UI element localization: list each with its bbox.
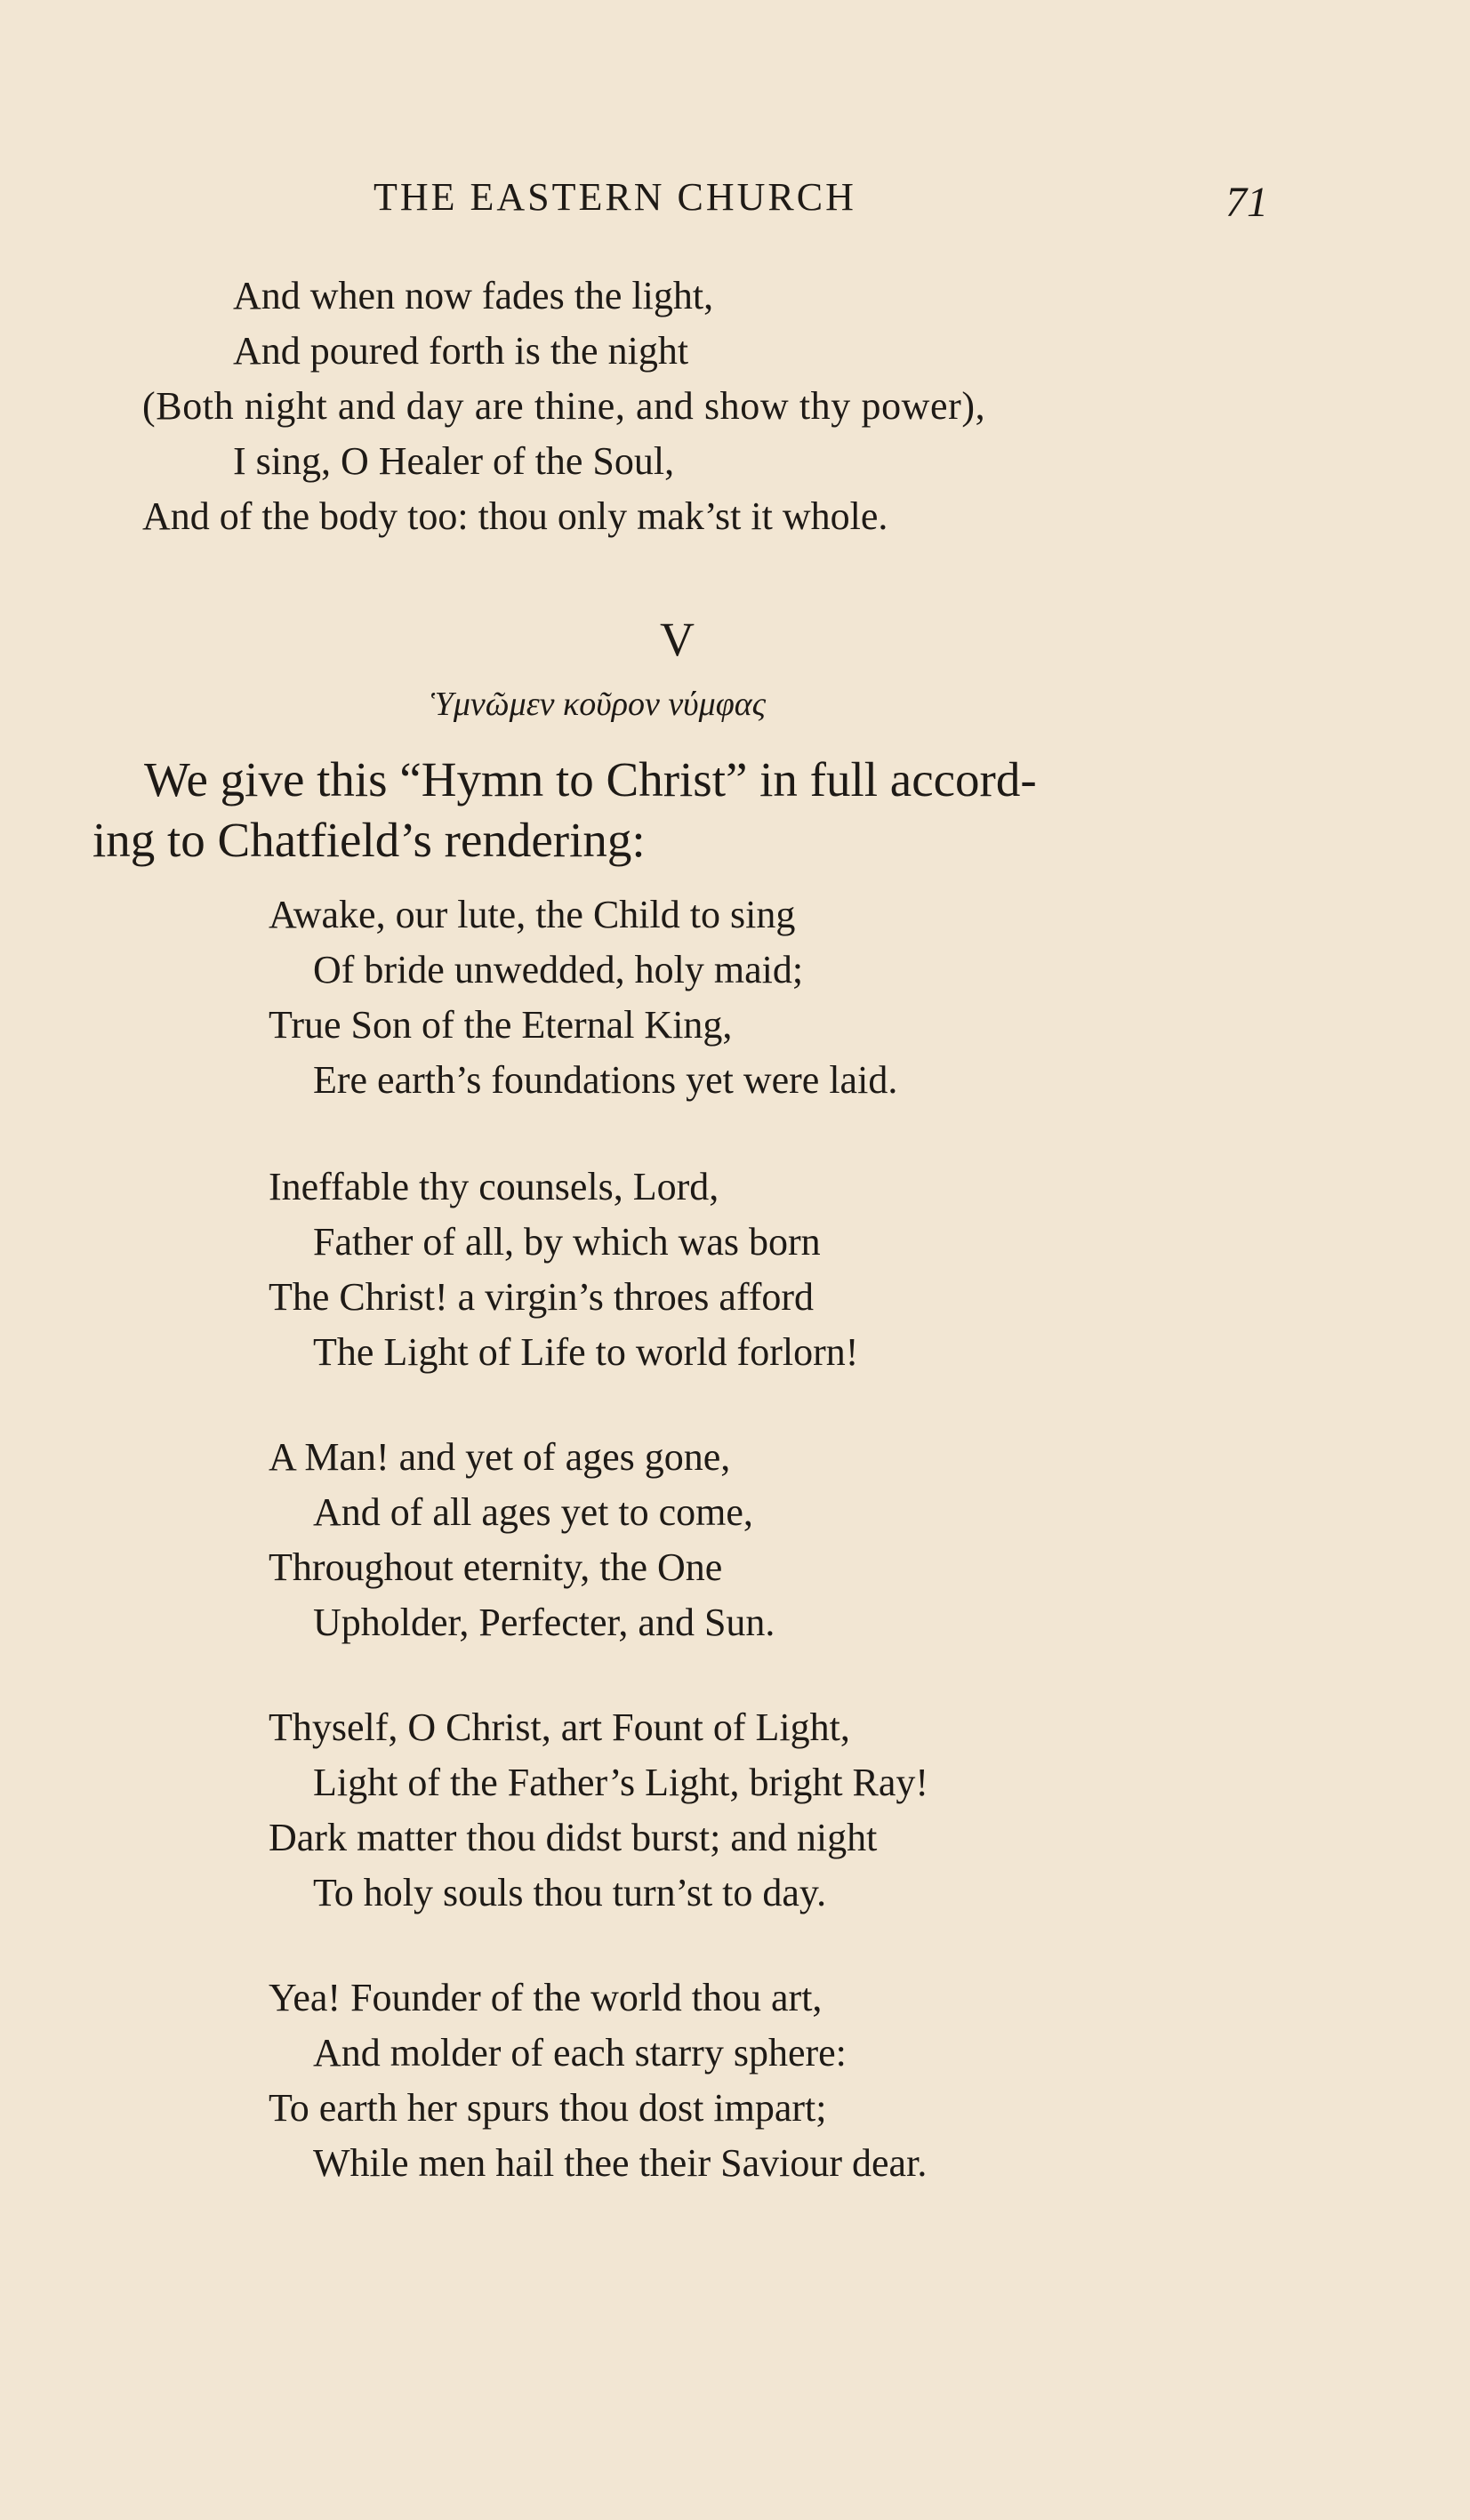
verse-line: While men hail thee their Saviour dear. — [313, 2141, 928, 2185]
prose-line: We give this “Hymn to Christ” in full accord- — [144, 752, 1037, 807]
verse-line: True Son of the Eternal King, — [269, 1003, 733, 1047]
verse-line: To holy souls thou turn’st to day. — [313, 1871, 827, 1914]
verse-line: The Christ! a virgin’s throes afford — [269, 1275, 815, 1319]
verse-line: Light of the Father’s Light, bright Ray! — [313, 1761, 929, 1804]
verse-line: Upholder, Perfecter, and Sun. — [313, 1601, 775, 1644]
section-numeral: V — [660, 613, 695, 666]
verse-line: And of all ages yet to come, — [313, 1490, 753, 1534]
verse-line: Of bride unwedded, holy maid; — [313, 948, 804, 991]
verse-line: Ineffable thy counsels, Lord, — [269, 1165, 719, 1208]
verse-line: To earth her spurs thou dost impart; — [269, 2086, 827, 2130]
verse-line: Throughout eternity, the One — [269, 1545, 723, 1589]
running-title: THE EASTERN CHURCH — [374, 175, 856, 219]
verse-line: Ere earth’s foundations yet were laid. — [313, 1058, 898, 1102]
verse-line: (Both night and day are thine, and show thy power), — [142, 384, 986, 428]
verse-line: Thyself, O Christ, art Fount of Light, — [269, 1705, 850, 1749]
prose-line: ing to Chatfield’s rendering: — [92, 813, 646, 867]
verse-line: A Man! and yet of ages gone, — [269, 1435, 731, 1479]
verse-line: And poured forth is the night — [233, 329, 689, 373]
verse-line: The Light of Life to world forlorn! — [313, 1330, 859, 1374]
verse-line: Yea! Founder of the world thou art, — [269, 1976, 823, 2019]
greek-title: Ὑμνῶμεν κοῦρον νύμφας — [431, 686, 767, 723]
verse-line: Father of all, by which was born — [313, 1220, 821, 1264]
verse-line: And of the body too: thou only mak’st it whole. — [142, 494, 888, 538]
verse-line: Dark matter thou didst burst; and night — [269, 1816, 878, 1859]
verse-line: And molder of each starry sphere: — [313, 2031, 847, 2075]
page-number: 71 — [1225, 179, 1268, 226]
verse-line: And when now fades the light, — [233, 274, 714, 317]
verse-line: Awake, our lute, the Child to sing — [269, 893, 796, 936]
verse-line: I sing, O Healer of the Soul, — [233, 439, 675, 483]
